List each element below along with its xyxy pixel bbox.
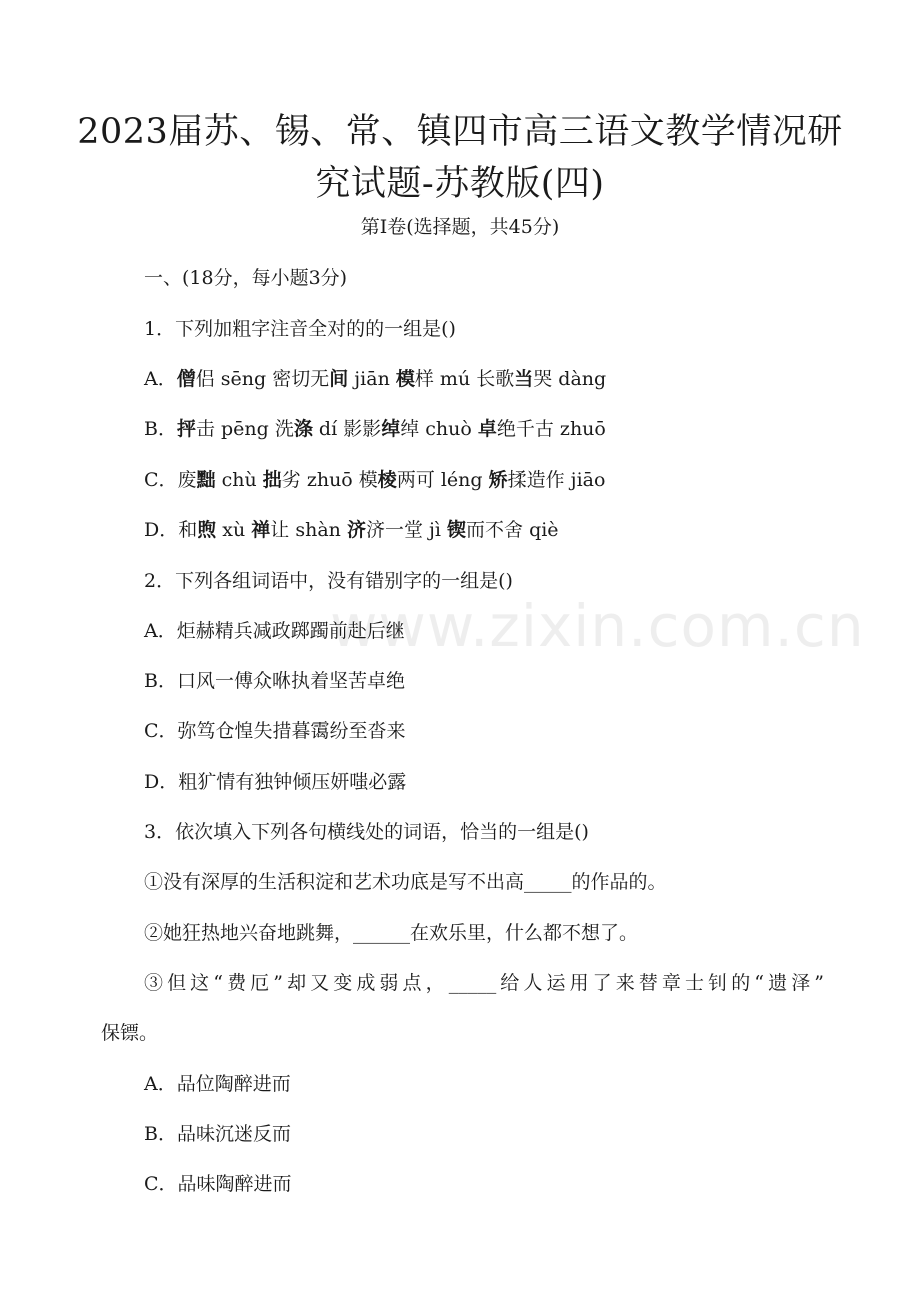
q2-option-a: A．炬赫精兵减政踯躅前赴后继 bbox=[144, 620, 405, 642]
q3-option-b: B．品味沉迷反而 bbox=[144, 1123, 291, 1145]
document-title-line-1: 2023届苏、锡、常、镇四市高三语文教学情况研 bbox=[77, 112, 843, 152]
q3-option-a: A．品位陶醉进而 bbox=[144, 1073, 291, 1095]
q3-option-c: C．品味陶醉进而 bbox=[144, 1173, 292, 1195]
q1-option-a: A．僧侣 sēng 密切无间 jiān 模样 mú 长歌当哭 dàng bbox=[144, 368, 607, 390]
section-heading: 一、(18分，每小题3分) bbox=[144, 267, 348, 289]
q3-stem: 3．依次填入下列各句横线处的词语，恰当的一组是() bbox=[144, 821, 589, 843]
document-title-line-2: 究试题-苏教版(四) bbox=[315, 164, 605, 204]
q1-option-d: D．和煦 xù 禅让 shàn 济济一堂 jì 锲而不舍 qiè bbox=[144, 519, 559, 541]
q3-sentence-1: ①没有深厚的生活积淀和艺术功底是写不出高_____的作品的。 bbox=[144, 871, 667, 893]
q1-stem: 1．下列加粗字注音全对的的一组是() bbox=[144, 318, 456, 340]
q2-option-b: B．口风一傅众咻执着坚苦卓绝 bbox=[144, 670, 405, 692]
q2-option-d: D．粗犷情有独钟倾压妍嗤必露 bbox=[144, 771, 407, 793]
q2-option-c: C．弥笃仓惶失措暮霭纷至沓来 bbox=[144, 720, 406, 742]
q1-option-b: B．抨击 pēng 洗涤 dí 影影绰绰 chuò 卓绝千古 zhuō bbox=[144, 418, 606, 440]
q2-stem: 2．下列各组词语中，没有错别字的一组是() bbox=[144, 570, 513, 592]
watermark: www.zixin.com.cn bbox=[330, 592, 865, 660]
document-subtitle: 第Ⅰ卷(选择题，共45分) bbox=[360, 216, 560, 238]
q3-sentence-2: ②她狂热地兴奋地跳舞，______在欢乐里，什么都不想了。 bbox=[144, 922, 639, 944]
q3-sentence-3-line-1: ③但这“费厄”却又变成弱点，_____给人运用了来替章士钊的“遗泽” bbox=[144, 972, 824, 994]
q3-sentence-3-line-2: 保镖。 bbox=[101, 1022, 159, 1044]
q1-option-c: C．废黜 chù 拙劣 zhuō 模棱两可 léng 矫揉造作 jiāo bbox=[144, 469, 606, 491]
